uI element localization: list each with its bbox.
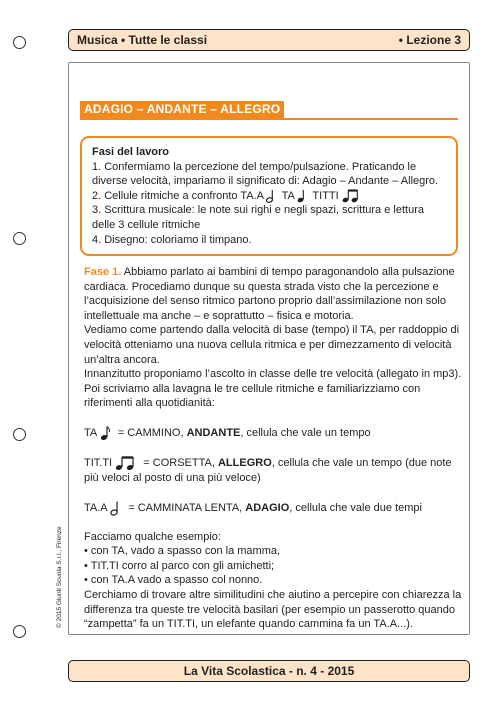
fasi-titti: TITTI [312, 189, 339, 202]
fasi-line-1: 1. Confermiamo la percezione del tempo/pulsazione. Praticando le diverse velocità, impariamo il significato di: Adagio – Andante – Allegro. [92, 160, 439, 188]
binder-hole-2 [13, 232, 26, 245]
titi-desc-pre: = CORSETTA, [143, 456, 215, 469]
footer-bar [68, 660, 470, 682]
fasi-ta: TA [281, 189, 295, 202]
examples-list [84, 544, 462, 588]
taa-desc-post: , cellula che vale due tempi [289, 501, 422, 514]
fasi-box [80, 136, 458, 256]
taa-tempo: ADAGIO [245, 501, 290, 514]
binder-hole-1 [13, 36, 26, 49]
ta-line [84, 425, 462, 441]
footer-text: La Vita Scolastica - n. 4 - 2015 [183, 664, 355, 678]
paragraph-2: Vediamo come partendo dalla velocità di base (tempo) il TA, per raddoppio di velocità otteniamo una nuova cellula ritmica e per dimezzamento di velocità un’altra ancora. [84, 324, 460, 366]
fasi-line-4: 4. Disegno: coloriamo il timpano. [92, 233, 252, 246]
fasi-line-2 [92, 189, 446, 204]
paragraph-final: Cerchiamo di trovare altre similitudini che aiutino a percepire con chiarezza la differenza tra queste tre velocità basilari (per esempio un passerotto quando “zampetta” fa un TIT.TI, un elefante quando cammina fa un TA.A...). [84, 588, 462, 631]
list-item: • TIT.TI corro al parco con gli amichetti; [84, 559, 462, 574]
fasi-line-2-text: 2. Cellule ritmiche a confronto [92, 189, 238, 202]
titi-label: TIT.TI [84, 456, 113, 469]
quarter-note-icon [297, 189, 306, 203]
page-title: ADAGIO – ANDANTE – ALLEGRO [80, 101, 284, 118]
paragraph-1 [84, 265, 462, 323]
taa-desc-pre: = CAMMINATA LENTA, [128, 501, 243, 514]
half-note-icon [266, 189, 275, 203]
fase-label: Fase 1. [84, 266, 122, 278]
fasi-taa: TA.A [240, 189, 264, 202]
quarter-note-icon [100, 425, 112, 441]
header-lesson: • Lezione 3 [398, 33, 461, 47]
taa-line [84, 500, 462, 516]
ta-tempo: ANDANTE [186, 426, 241, 439]
binder-hole-4 [13, 625, 26, 638]
title-rule [80, 118, 458, 120]
half-note-icon [110, 500, 122, 516]
copyright-notice: © 2015 Giunti Scuola S.r.l., Firenze [56, 526, 63, 628]
fasi-title: Fasi del lavoro [92, 146, 170, 158]
body-text [84, 265, 462, 632]
list-item: • con TA.A vado a spasso col nonno. [84, 573, 462, 588]
header-subject: Musica • Tutte le classi [77, 33, 208, 47]
paragraph-3: Innanzitutto proponiamo l’ascolto in classe delle tre velocità (allegato in mp3). Poi scriviamo alla lavagna le tre cellule ritmiche e familiarizziamo con riferimenti alla quotidianità: [84, 368, 462, 410]
ta-desc-post: , cellula che vale un tempo [240, 426, 371, 439]
fasi-line-3: 3. Scrittura musicale: le note sui righi e negli spazi, scrittura e lettura delle 3 cellule ritmiche [92, 204, 424, 231]
ta-desc-pre: = CAMMINO, [117, 426, 184, 439]
list-item: • con TA, vado a spasso con la mamma, [84, 544, 462, 559]
titi-line [84, 455, 462, 486]
titi-desc-post: , cellula che vale un tempo (due note più veloci al posto di una più veloce) [84, 456, 452, 484]
taa-label: TA.A [84, 501, 108, 514]
ta-label: TA [84, 426, 97, 439]
paragraph-1-text: Abbiamo parlato ai bambini di tempo paragonandolo alla pulsazione cardiaca. Procediamo dunque su questa strada visto che la percezione e l’acquisizione del senso ritmico partono proprio dall’assimilazione non solo intellettuale ma anche – e soprattutto – fisica e motoria. [84, 266, 455, 322]
header-bar [68, 29, 470, 51]
binder-hole-3 [13, 428, 26, 441]
examples-intro: Facciamo qualche esempio: [84, 530, 221, 543]
titi-tempo: ALLEGRO [217, 456, 272, 469]
eighth-notes-icon [342, 189, 360, 203]
eighth-notes-icon [115, 455, 137, 471]
